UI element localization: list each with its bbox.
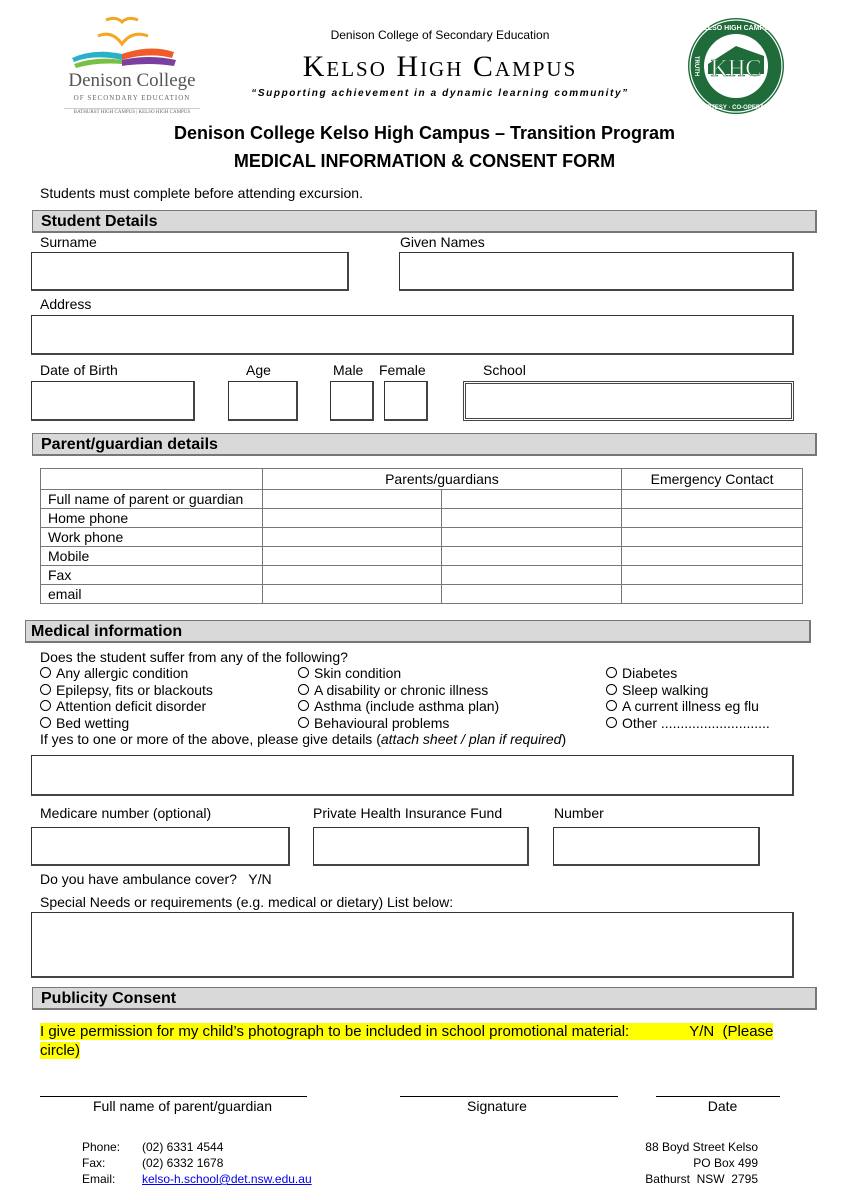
insurance-fund-field[interactable] [313,827,529,866]
address-line-1: 88 Boyd Street Kelso [645,1140,758,1154]
medical-details-field[interactable] [31,755,794,796]
parent1-cell[interactable] [262,547,442,566]
option-behavioural[interactable] [298,715,449,731]
kelso-high-campus-seal [686,16,786,116]
fax-value: (02) 6332 1678 [142,1156,224,1170]
special-needs-label: Special Needs or requirements (e.g. medical or dietary) List below: [40,894,454,910]
radio-circle-icon [298,717,309,728]
table-row [41,509,803,528]
header-tagline: “Supporting achievement in a dynamic learning community” [251,88,629,99]
table-row [41,566,803,585]
option-current-illness[interactable] [606,698,759,714]
surname-field[interactable] [31,252,349,291]
emergency-cell[interactable] [622,490,803,509]
row-label: Fax [41,566,263,585]
email-label: Email: [82,1172,116,1186]
option-label: Behavioural problems [314,715,450,731]
option-label: Sleep walking [622,682,709,698]
svg-text:KHC: KHC [710,56,762,82]
phone-label: Phone: [82,1140,121,1154]
header-title: Kelso High Campus [302,50,578,83]
consent-line-2: circle) [40,1042,80,1059]
radio-circle-icon [40,717,51,728]
parent-guardian-table [40,468,803,604]
svg-text:TRUTH: TRUTH [693,55,699,77]
medical-question: Does the student suffer from any of the following? [40,649,348,665]
option-label: Epilepsy, fits or blackouts [56,682,213,698]
number-label: Number [554,805,604,821]
table-row [41,585,803,604]
phone-value: (02) 6331 4544 [142,1140,224,1154]
parent2-cell[interactable] [442,490,622,509]
address-line-2: PO Box 499 [693,1156,758,1170]
table-row [41,528,803,547]
option-label: Diabetes [622,665,678,681]
parent1-cell[interactable] [262,490,442,509]
option-disability[interactable] [298,682,488,698]
option-label: Attention deficit disorder [56,698,207,714]
option-allergic[interactable] [40,665,188,681]
logo-college-name: Denison College [68,70,196,91]
school-field[interactable] [463,381,794,421]
fax-label: Fax: [82,1156,106,1170]
open-book-birds-icon [64,14,200,118]
emergency-cell[interactable] [622,528,803,547]
document-title: Denison College Kelso High Campus – Transition Program [173,123,676,143]
document-subtitle: MEDICAL INFORMATION & CONSENT FORM [233,151,616,171]
option-label: A disability or chronic illness [314,682,489,698]
option-bed-wetting[interactable] [40,715,129,731]
parent2-cell[interactable] [442,509,622,528]
details-prompt-end: ) [561,731,567,747]
consent-statement-cont [40,1042,80,1059]
given-names-label: Given Names [400,234,485,250]
dob-label: Date of Birth [40,362,118,378]
option-attention-deficit[interactable] [40,698,206,714]
radio-circle-icon [40,700,51,711]
svg-text:KELSO HIGH CAMPUS: KELSO HIGH CAMPUS [698,25,774,32]
radio-circle-icon [606,717,617,728]
signature-line[interactable] [400,1096,618,1097]
radio-circle-icon [298,700,309,711]
female-label: Female [379,362,426,378]
table-row [41,490,803,509]
option-sleep-walking[interactable] [606,682,708,698]
male-label: Male [333,362,364,378]
section-title: Student Details [41,213,158,230]
option-label: Any allergic condition [56,665,189,681]
radio-circle-icon [40,667,51,678]
signature-caption: Signature [467,1098,527,1114]
age-label: Age [246,362,271,378]
row-label: email [41,585,263,604]
option-label: Asthma (include asthma plan) [314,698,500,714]
row-label: Mobile [41,547,263,566]
parent1-cell[interactable] [262,509,442,528]
parent2-cell[interactable] [442,528,622,547]
logo-college-sub: OF SECONDARY EDUCATION [73,94,191,102]
radio-circle-icon [298,684,309,695]
instruction-text: Students must complete before attending excursion. [40,185,363,201]
logo-campuses: BATHURST HIGH CAMPUS | KELSO HIGH CAMPUS [64,108,200,115]
column-header-emergency: Emergency Contact [622,469,803,490]
insurance-label: Private Health Insurance Fund [313,805,503,821]
radio-circle-icon [606,667,617,678]
radio-circle-icon [606,684,617,695]
table-row [41,547,803,566]
parent1-cell[interactable] [262,585,442,604]
table-header-row [41,469,803,490]
svg-text:COURTESY · CO-OPERATION: COURTESY · CO-OPERATION [693,105,779,111]
consent-yn[interactable]: Y/N (Please [689,1023,774,1040]
parent-guardian-header [32,433,817,456]
emergency-cell[interactable] [622,585,803,604]
parent2-cell[interactable] [442,585,622,604]
consent-line-1: I give permission for my child’s photograph to be included in school promotional material: [40,1023,630,1040]
medical-information-header [25,620,811,643]
option-label: A current illness eg flu [622,698,759,714]
denison-college-logo [64,14,200,118]
ambulance-question: Do you have ambulance cover? Y/N [40,871,272,887]
address-label: Address [40,296,92,312]
radio-circle-icon [298,667,309,678]
surname-label: Surname [40,234,97,250]
date-caption: Date [707,1098,738,1114]
address-field[interactable] [31,315,794,355]
publicity-consent-header [32,987,817,1010]
row-label: Full name of parent or guardian [41,490,263,509]
radio-circle-icon [40,684,51,695]
details-prompt-text: If yes to one or more of the above, please give details ( [40,731,381,747]
radio-circle-icon [606,700,617,711]
special-needs-field[interactable] [31,912,794,978]
parent-name-line[interactable] [40,1096,307,1097]
header-subtitle: Denison College of Secondary Education [330,28,550,42]
emergency-cell[interactable] [622,509,803,528]
given-names-field[interactable] [399,252,794,291]
date-line[interactable] [656,1096,780,1097]
option-label: Skin condition [314,665,402,681]
column-header-parents: Parents/guardians [262,469,622,490]
student-details-header [32,210,817,233]
option-label: Other ............................ [622,715,770,731]
address-line-3: Bathurst NSW 2795 [645,1172,758,1186]
khc-seal-icon [686,16,786,116]
emergency-cell[interactable] [622,566,803,585]
medicare-field[interactable] [31,827,290,866]
insurance-number-field[interactable] [553,827,760,866]
column-header [41,469,263,490]
details-prompt-italic: attach sheet / plan if required [380,731,562,747]
parent2-cell[interactable] [442,566,622,585]
option-skin[interactable] [298,665,401,681]
email-link[interactable]: kelso-h.school@det.nsw.edu.au [142,1172,312,1186]
parent2-cell[interactable] [442,547,622,566]
section-title: Medical information [31,623,183,640]
parent1-cell[interactable] [262,566,442,585]
option-diabetes[interactable] [606,665,677,681]
details-prompt [40,731,566,747]
medicare-label: Medicare number (optional) [40,805,212,821]
consent-statement [40,1023,773,1040]
school-label: School [483,362,526,378]
parent1-cell[interactable] [262,528,442,547]
row-label: Home phone [41,509,263,528]
dob-field[interactable] [31,381,195,421]
option-other[interactable] [606,715,770,731]
age-field[interactable] [228,381,298,421]
row-label: Work phone [41,528,263,547]
option-asthma[interactable] [298,698,499,714]
section-title: Publicity Consent [41,990,177,1007]
emergency-cell[interactable] [622,547,803,566]
option-label: Bed wetting [56,715,130,731]
male-checkbox[interactable] [330,381,374,421]
option-epilepsy[interactable] [40,682,213,698]
section-title: Parent/guardian details [41,436,218,453]
parent-name-caption: Full name of parent/guardian [93,1098,272,1114]
female-checkbox[interactable] [384,381,428,421]
